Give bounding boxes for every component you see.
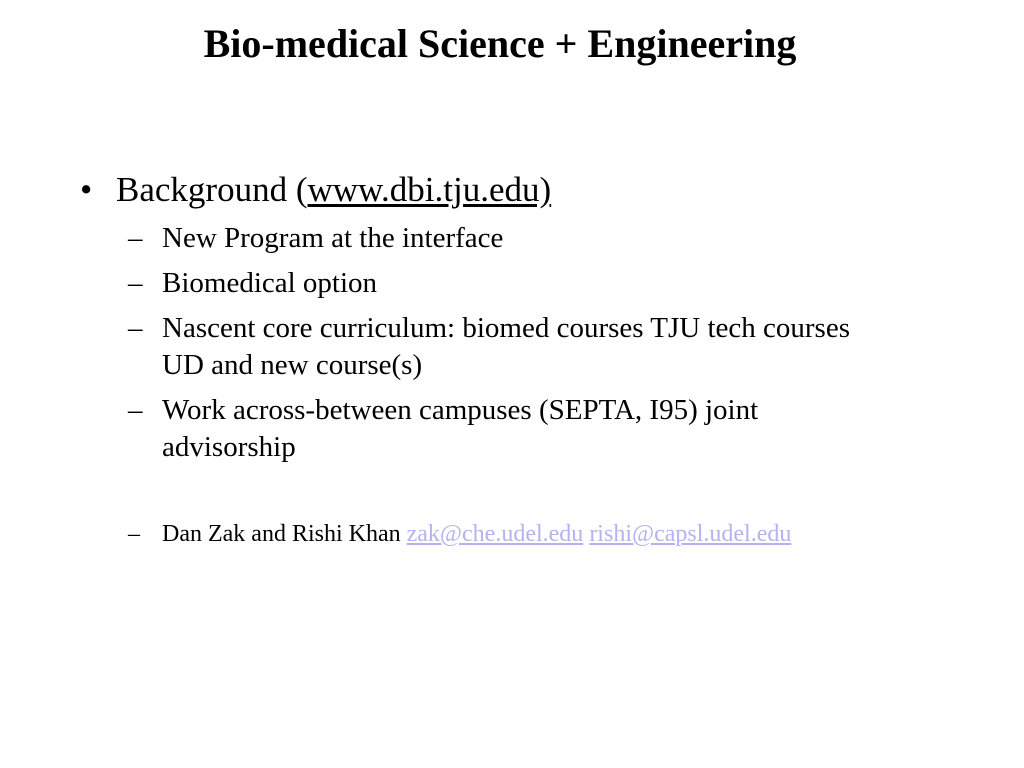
sub-item-biomedical-option	[128, 265, 888, 302]
dbi-website-link[interactable]: www.dbi.tju.edu)	[307, 170, 552, 209]
contact-names: Dan Zak and Rishi Khan	[162, 521, 407, 547]
contact-item	[128, 518, 791, 550]
dash-marker: –	[128, 521, 140, 547]
sub-item-new-program	[128, 220, 888, 257]
sub-item-text: Nascent core curriculum: biomed courses TJU tech courses UD and new course(s)	[162, 312, 850, 381]
email-link-zak[interactable]: zak@che.udel.edu	[406, 521, 584, 547]
bullet-text	[116, 167, 551, 213]
dash-marker: –	[128, 267, 143, 299]
dash-marker: –	[128, 312, 143, 344]
sub-item-curriculum	[128, 310, 888, 384]
bullet-label: Background (	[116, 170, 308, 209]
bullet-symbol: •	[80, 170, 93, 209]
sub-item-text: Work across-between campuses (SEPTA, I95) joint advisorship	[162, 394, 759, 463]
slide-title: Bio-medical Science + Engineering	[203, 21, 797, 66]
sub-item-campuses	[128, 392, 888, 466]
sub-item-text: New Program at the interface	[162, 222, 504, 254]
email-link-rishi[interactable]: rishi@capsl.udel.edu	[589, 521, 792, 547]
contact-text	[162, 518, 791, 550]
dash-marker: –	[128, 394, 143, 426]
dash-marker: –	[128, 222, 143, 254]
sub-item-text: Biomedical option	[162, 267, 378, 299]
